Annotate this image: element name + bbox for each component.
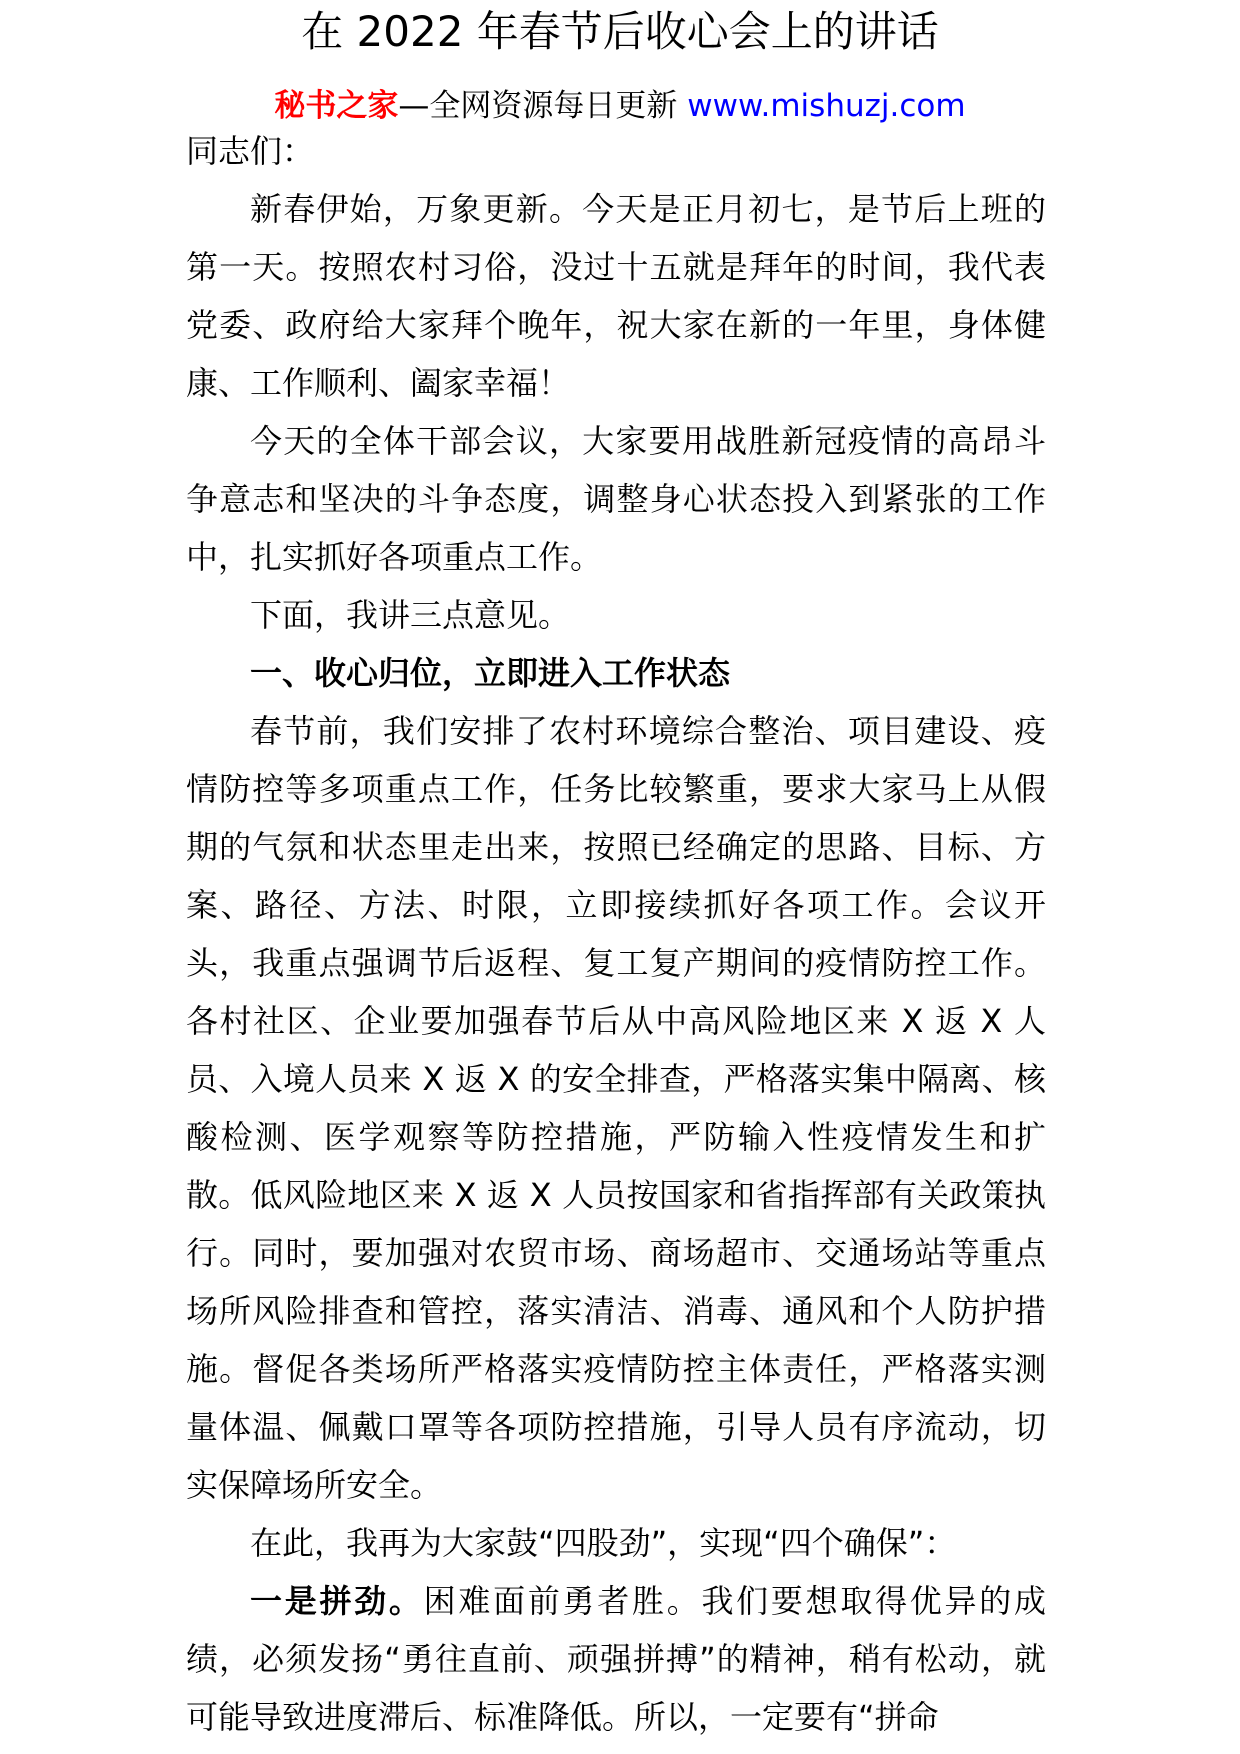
- salutation: 同志们：: [186, 132, 315, 170]
- point-one-lead: 一是拼劲。: [250, 1582, 424, 1620]
- section-heading-one: 一、收心归位，立即进入工作状态: [250, 654, 731, 692]
- paragraph-four-drives: 在此，我再为大家鼓“四股劲”，实现“四个确保”：: [250, 1524, 957, 1562]
- point-one-text: 困难面前勇者胜。我们要想取得优异的成绩，必须发扬“勇往直前、顽强拼搏”的精神，稍有松动，就可能导致进度滞后、标准降低。所以，一定要有“拼命: [186, 1582, 1046, 1736]
- paragraph-point-one: [186, 1572, 1046, 1746]
- source-brand: 秘书之家: [274, 88, 399, 124]
- source-url-link[interactable]: www.mishuzj.com: [687, 88, 966, 124]
- speech-body: [186, 122, 1046, 1746]
- paragraph-three-points: 下面，我讲三点意见。: [250, 596, 571, 634]
- source-tagline: —全网资源每日更新: [398, 88, 688, 124]
- paragraph-meeting-purpose: 今天的全体干部会议，大家要用战胜新冠疫情的高昂斗争意志和坚决的斗争态度，调整身心状态投入到紧张的工作中，扎实抓好各项重点工作。: [186, 422, 1046, 576]
- paragraph-opening: 新春伊始，万象更新。今天是正月初七，是节后上班的第一天。按照农村习俗，没过十五就是拜年的时间，我代表党委、政府给大家拜个晚年，祝大家在新的一年里，身体健康、工作顺利、阖家幸福！: [186, 190, 1046, 402]
- document-title: 在 2022 年春节后收心会上的讲话: [301, 7, 939, 56]
- paragraph-epidemic-control: 春节前，我们安排了农村环境综合整治、项目建设、疫情防控等多项重点工作，任务比较繁重，要求大家马上从假期的气氛和状态里走出来，按照已经确定的思路、目标、方案、路径、方法、时限，立即接续抓好各项工作。会议开头，我重点强调节后返程、复工复产期间的疫情防控工作。各村社区、企业要加强春节后从中高风险地区来 X 返 X 人员、入境人员来 X 返 X 的安全排查，严格落实集中隔离、核酸检测、医学观察等防控措施，严防输入性疫情发生和扩散。低风险地区来 X 返 X 人员按国家和省指挥部有关政策执行。同时，要加强对农贸市场、商场超市、交通场站等重点场所风险排查和管控，落实清洁、消毒、通风和个人防护措施。督促各类场所严格落实疫情防控主体责任，严格落实测量体温、佩戴口罩等各项防控措施，引导人员有序流动，切实保障场所安全。: [186, 712, 1046, 1504]
